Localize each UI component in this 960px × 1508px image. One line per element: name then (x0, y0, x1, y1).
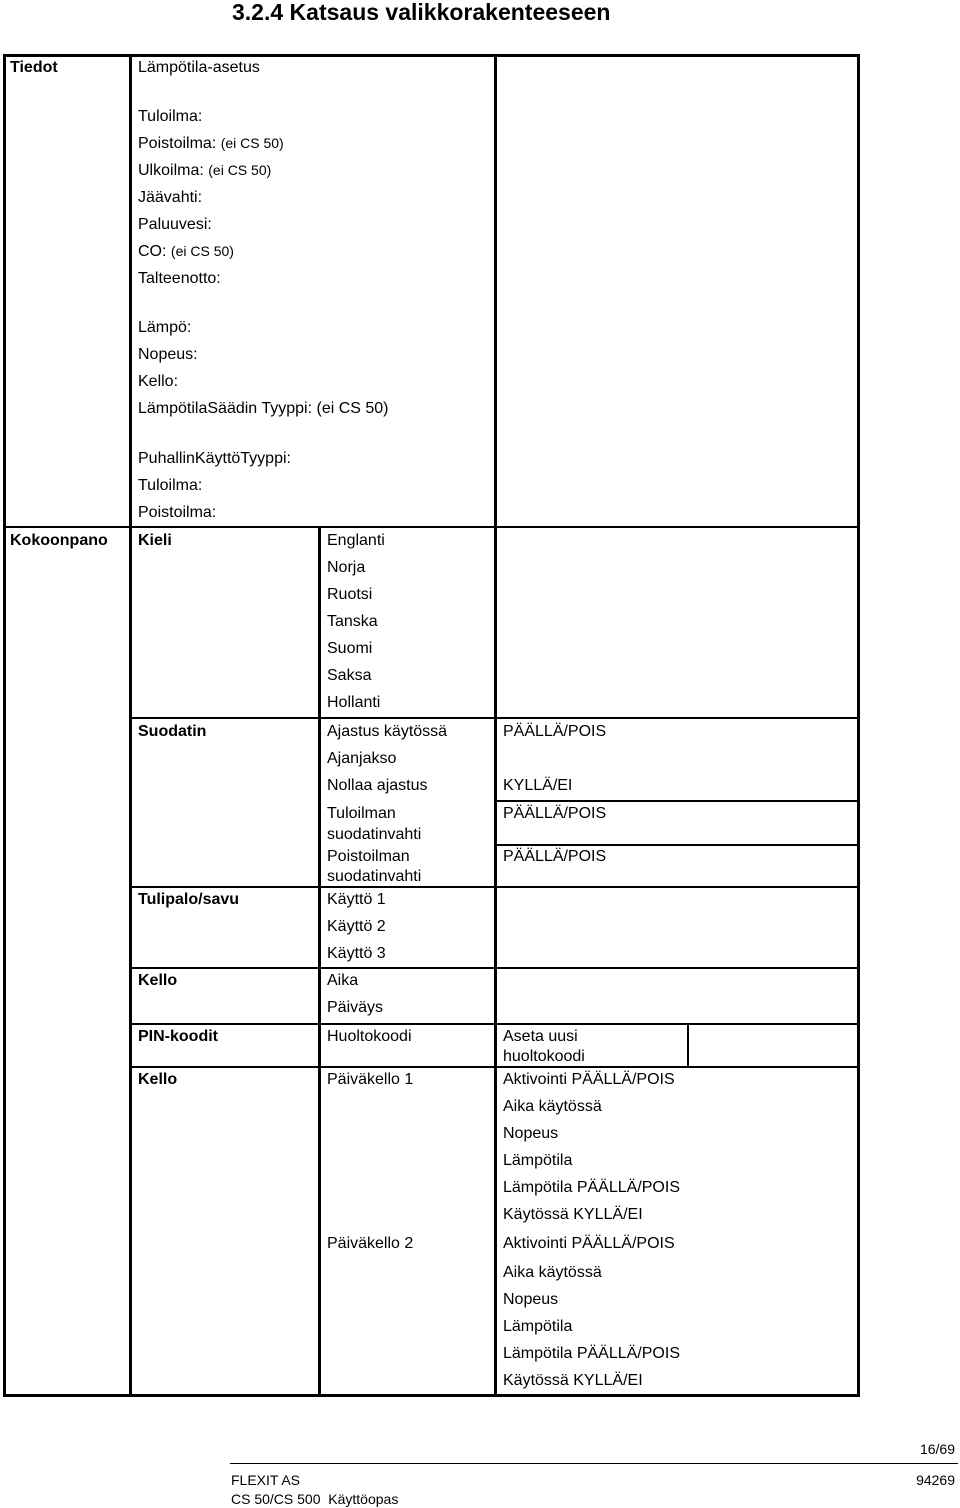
page-title: 3.2.4 Katsaus valikkorakenteeseen (232, 0, 611, 25)
row-divider-suodatin (129, 717, 860, 719)
temp-setting-label: Lämpötila-asetus (138, 59, 260, 76)
pin-label: PIN-koodit (138, 1028, 218, 1045)
extract-filter-label-2: suodatinvahti (327, 868, 422, 885)
supply-filter-label: Tuloilman (327, 805, 396, 822)
day-clock-setting: Lämpötila PÄÄLLÄ/POIS (503, 1345, 680, 1362)
row-divider-kello (129, 967, 860, 969)
regulator-type-label: LämpötilaSäädin Tyyppi: (ei CS 50) (138, 400, 389, 417)
language-item: Suomi (327, 640, 373, 657)
service-code-label: Huoltokoodi (327, 1028, 412, 1045)
kello-label: Kello (138, 972, 178, 989)
timer-enabled-value: PÄÄLLÄ/POIS (503, 723, 607, 740)
reset-timer-label: Nollaa ajastus (327, 777, 428, 794)
period-label: Ajanjakso (327, 750, 397, 767)
day-clock-setting: Lämpötila PÄÄLLÄ/POIS (503, 1179, 680, 1196)
day-clock-setting: Aktivointi PÄÄLLÄ/POIS (503, 1071, 675, 1088)
language-item: Hollanti (327, 694, 381, 711)
clock-label: Kello: (138, 373, 179, 390)
day-clock-setting: Aktivointi PÄÄLLÄ/POIS (503, 1235, 675, 1252)
fan-drive-type-label: PuhallinKäyttöTyyppi: (138, 450, 291, 467)
time-label: Aika (327, 972, 359, 989)
row-divider-tiedot (3, 526, 860, 528)
frost-guard-label: Jäävahti: (138, 189, 203, 206)
row-divider-filter-values-2 (494, 844, 860, 846)
day-clock-setting: Nopeus (503, 1125, 559, 1142)
tulipalo-label: Tulipalo/savu (138, 891, 240, 908)
footer-company: FLEXIT AS (231, 1472, 300, 1488)
row-divider-tulipalo (129, 886, 860, 888)
language-item: Englanti (327, 532, 385, 549)
supply-filter-label-2: suodatinvahti (327, 826, 422, 843)
fire-mode-item: Käyttö 3 (327, 945, 386, 962)
outdoor-air-label: Ulkoilma: (ei CS 50) (138, 162, 272, 179)
week-clock-label: Kello (138, 1071, 178, 1088)
fire-mode-item: Käyttö 2 (327, 918, 386, 935)
table-border-right (857, 54, 860, 1397)
date-label: Päiväys (327, 999, 384, 1016)
suodatin-label: Suodatin (138, 723, 207, 740)
co-label: CO: (ei CS 50) (138, 243, 234, 260)
footer-manual: CS 50/CS 500 Käyttöopas (231, 1491, 399, 1507)
supply-filter-value: PÄÄLLÄ/POIS (503, 805, 607, 822)
day-clock-1-label: Päiväkello 1 (327, 1071, 414, 1088)
footer-doc-number: 94269 (916, 1472, 955, 1488)
new-code-label: Aseta uusi (503, 1028, 578, 1045)
heat-label: Lämpö: (138, 319, 192, 336)
section-label-tiedot: Tiedot (10, 59, 58, 76)
recovery-label: Talteenotto: (138, 270, 221, 287)
extract-filter-value: PÄÄLLÄ/POIS (503, 848, 607, 865)
language-item: Ruotsi (327, 586, 373, 603)
column-divider-2 (318, 527, 321, 1397)
row-divider-pin (129, 1023, 860, 1025)
new-code-label-2: huoltokoodi (503, 1048, 585, 1065)
day-clock-setting: Käytössä KYLLÄ/EI (503, 1372, 643, 1389)
day-clock-2-label: Päiväkello 2 (327, 1235, 414, 1252)
column-divider-3 (494, 54, 497, 1397)
fan-supply-label: Tuloilma: (138, 477, 203, 494)
fan-extract-label: Poistoilma: (138, 504, 217, 521)
day-clock-setting: Lämpötila (503, 1318, 573, 1335)
day-clock-setting: Nopeus (503, 1291, 559, 1308)
section-label-kokoonpano: Kokoonpano (10, 532, 108, 549)
row-divider-filter-values (494, 800, 860, 802)
extract-air-label: Poistoilma: (ei CS 50) (138, 135, 284, 152)
day-clock-setting: Aika käytössä (503, 1264, 602, 1281)
column-divider-1 (129, 54, 132, 1397)
return-water-label: Paluuvesi: (138, 216, 212, 233)
speed-label: Nopeus: (138, 346, 198, 363)
language-item: Tanska (327, 613, 378, 630)
table-border-left (3, 54, 6, 1397)
kieli-label: Kieli (138, 532, 172, 549)
day-clock-setting: Käytössä KYLLÄ/EI (503, 1206, 643, 1223)
pin-cell-divider (687, 1024, 689, 1067)
extract-filter-label: Poistoilman (327, 848, 410, 865)
supply-air-label: Tuloilma: (138, 108, 203, 125)
timer-enabled-label: Ajastus käytössä (327, 723, 448, 740)
day-clock-setting: Aika käytössä (503, 1098, 602, 1115)
language-item: Saksa (327, 667, 372, 684)
row-divider-week-clock (129, 1066, 860, 1068)
language-item: Norja (327, 559, 366, 576)
fire-mode-item: Käyttö 1 (327, 891, 386, 908)
page-number: 16/69 (919, 1441, 955, 1457)
day-clock-setting: Lämpötila (503, 1152, 573, 1169)
footer-rule (230, 1463, 958, 1464)
reset-timer-value: KYLLÄ/EI (503, 777, 573, 794)
